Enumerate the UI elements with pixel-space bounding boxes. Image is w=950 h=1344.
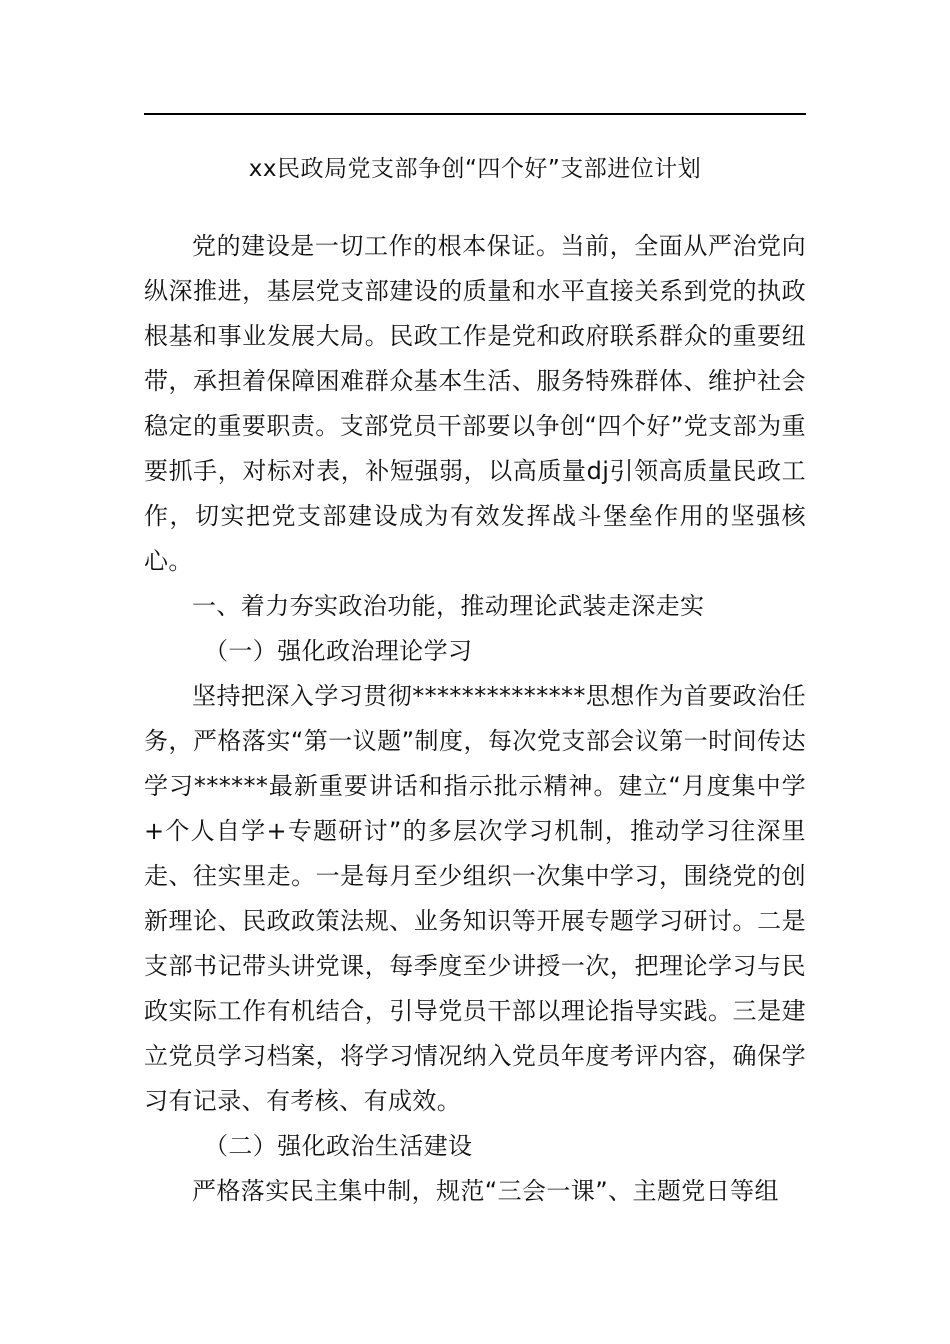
document-body [144,224,806,1214]
document-title: xx民政局党支部争创“四个好”支部进位计划 [248,156,702,182]
subsection-heading: （一）强化政治理论学习 [204,637,473,665]
header-rule [144,113,806,115]
subsection-paragraph: 严格落实民主集中制，规范“三会一课”、主题党日等组 [192,1177,779,1205]
subsection-heading: （二）强化政治生活建设 [204,1132,473,1160]
subsection-paragraph: 坚持把深入学习贯彻**************思想作为首要政治任务，严格落实“第一议题”制度，每次党支部会议第一时间传达学习******最新重要讲话和指示批示精神。建立“月度集中学+个人自学+专题研讨”的多层次学习机制，推动学习往深里走、往实里走。一是每月至少组织一次集中学习，围绕党的创新理论、民政政策法规、业务知识等开展专题学习研讨。二是支部书记带头讲党课，每季度至少讲授一次，把理论学习与民政实际工作有机结合，引导党员干部以理论指导实践。三是建立党员学习档案，将学习情况纳入党员年度考评内容，确保学习有记录、有考核、有成效。 [144,682,806,1115]
intro-paragraph: 党的建设是一切工作的根本保证。当前，全面从严治党向纵深推进，基层党支部建设的质量和水平直接关系到党的执政根基和事业发展大局。民政工作是党和政府联系群众的重要纽带，承担着保障困难群众基本生活、服务特殊群体、维护社会稳定的重要职责。支部党员干部要以争创“四个好”党支部为重要抓手，对标对表，补短强弱，以高质量dj引领高质量民政工作，切实把党支部建设成为有效发挥战斗堡垒作用的坚强核心。 [144,232,806,575]
section-heading: 一、着力夯实政治功能，推动理论武装走深走实 [192,592,705,620]
